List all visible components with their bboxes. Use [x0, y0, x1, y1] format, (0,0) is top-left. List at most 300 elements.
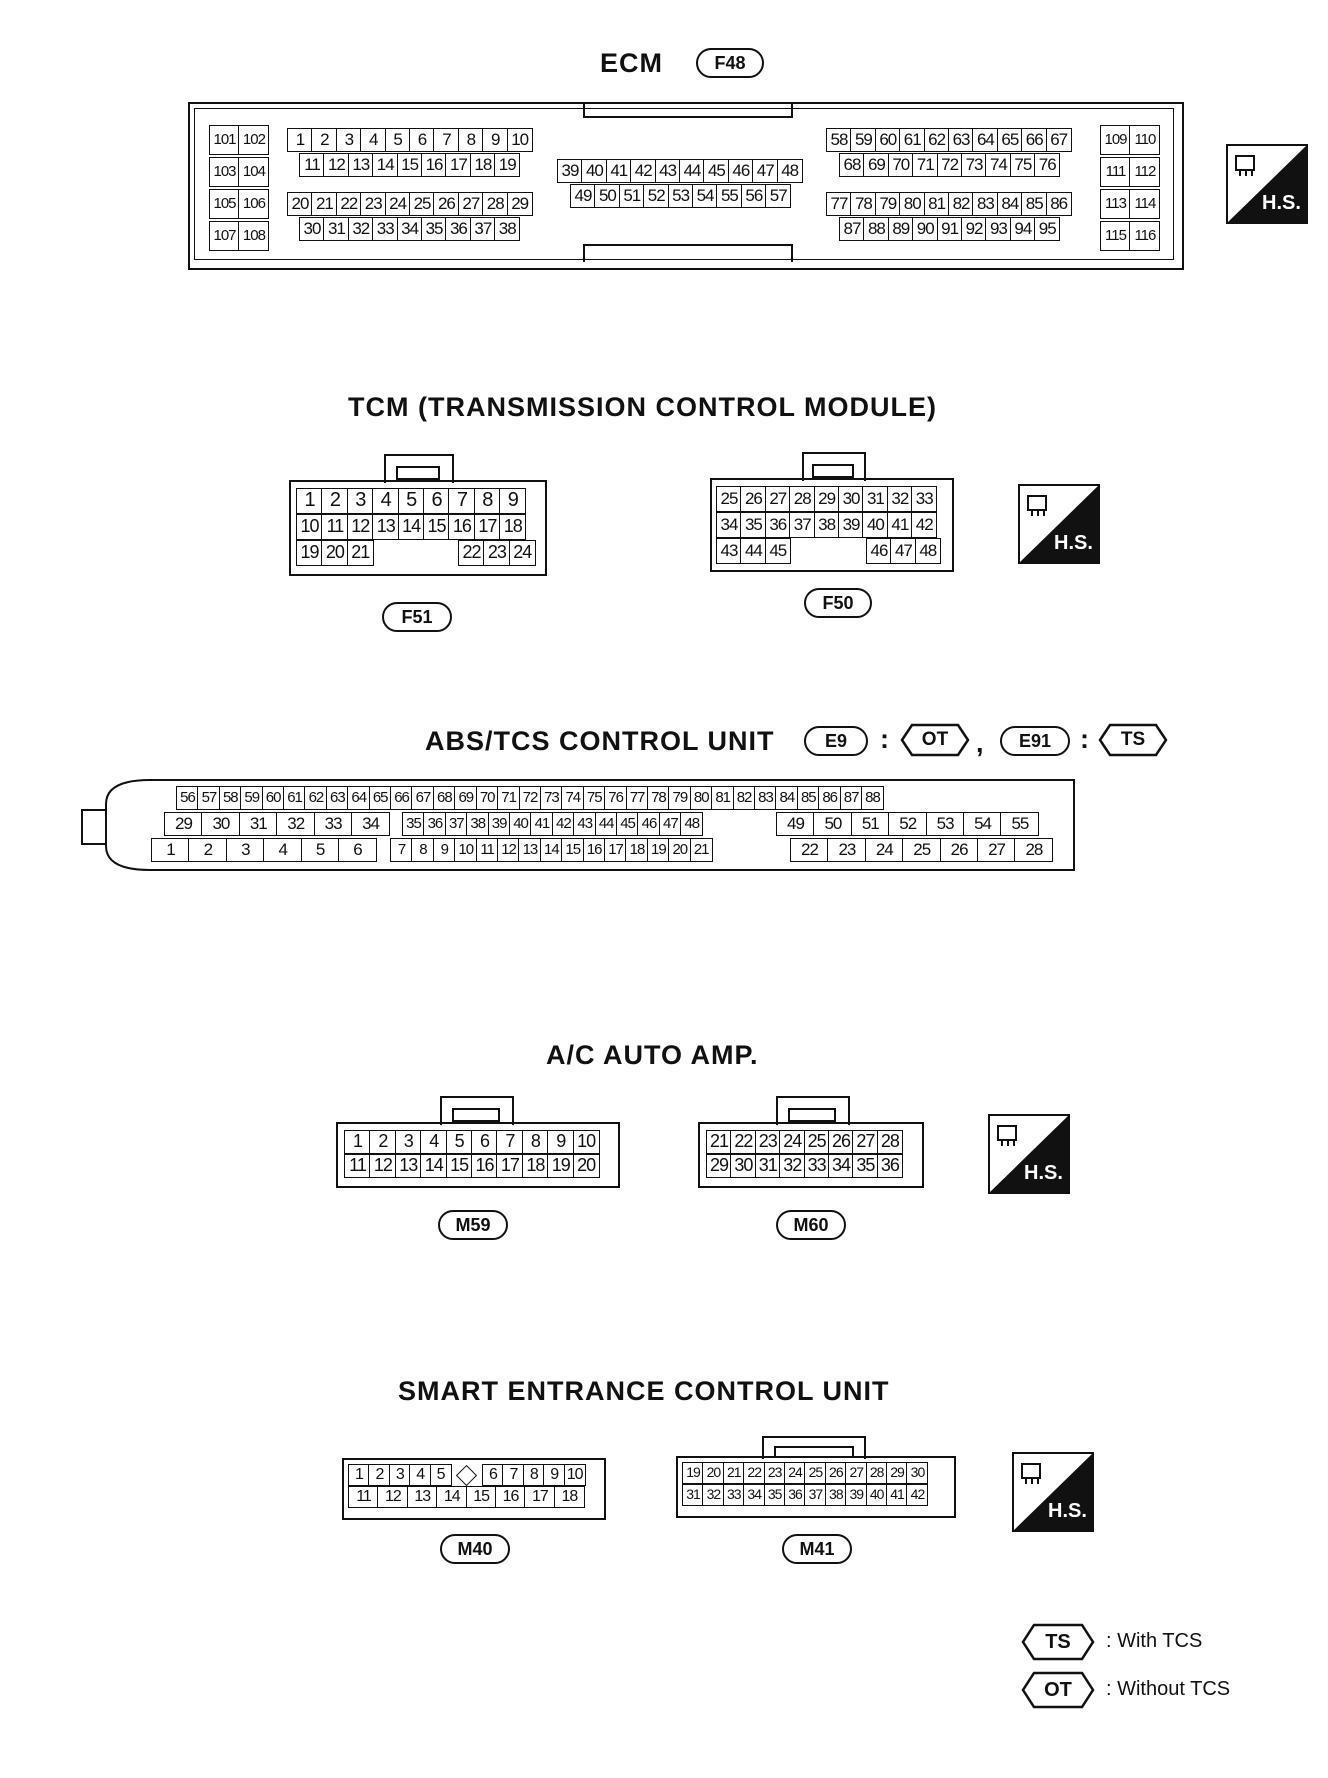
pin-cell: 29 [164, 812, 203, 836]
pin-cell: 3 [395, 1130, 422, 1154]
pin-cell: 54 [692, 184, 718, 208]
pin-cell: 36 [765, 512, 791, 538]
pin-cell: 95 [1034, 217, 1060, 241]
pin-cell: 11 [476, 838, 499, 862]
f51-connector-tag: F51 [382, 602, 452, 632]
pin-cell: 74 [561, 786, 584, 810]
pin-cell: 56 [741, 184, 767, 208]
pin-cell: 5 [385, 128, 411, 152]
abs-ot-tag: OT [921, 729, 949, 750]
m59-connector-tag: M59 [438, 1210, 508, 1240]
pin-cell: 81 [711, 786, 734, 810]
pin-cell: 40 [866, 1484, 888, 1506]
pin-cell: 73 [961, 153, 987, 177]
pin-cell: 86 [818, 786, 841, 810]
pin-cell: 4 [263, 838, 302, 862]
hs-label: H.S. [1054, 532, 1093, 554]
pin-cell: 33 [314, 812, 353, 836]
pin-cell: 2 [368, 1464, 390, 1486]
pin-row [209, 221, 269, 251]
pin-row [287, 192, 533, 216]
pin-cell: 6 [471, 1130, 498, 1154]
pin-cell: 38 [814, 512, 840, 538]
pin-cell: 8 [458, 128, 484, 152]
pin-cell: 35 [402, 812, 425, 836]
pin-cell: 108 [238, 221, 269, 251]
pin-cell: 115 [1100, 221, 1131, 251]
pin-cell: 20 [573, 1154, 600, 1178]
pin-cell: 18 [470, 153, 496, 177]
pin-cell: 46 [637, 812, 660, 836]
pin-cell: 14 [420, 1154, 447, 1178]
pin-cell: 20 [702, 1462, 724, 1484]
pin-cell: 10 [507, 128, 533, 152]
pin-row [570, 184, 791, 208]
pin-cell: 53 [668, 184, 694, 208]
pin-cell: 64 [347, 786, 370, 810]
pin-cell: 16 [471, 1154, 498, 1178]
pin-row [839, 217, 1060, 241]
pin-cell: 110 [1129, 125, 1160, 155]
pin-cell: 88 [863, 217, 889, 241]
ecm-bottom-latch [583, 244, 793, 262]
pin-cell: 4 [372, 488, 399, 514]
pin-cell: 13 [407, 1486, 438, 1508]
pin-cell: 22 [730, 1130, 756, 1154]
pin-cell: 65 [369, 786, 392, 810]
f51-latch-inner [396, 466, 440, 480]
pin-cell: 30 [299, 217, 325, 241]
pin-row [706, 1130, 903, 1154]
pin-cell: 93 [985, 217, 1011, 241]
pin-row [299, 217, 520, 241]
pin-cell: 2 [188, 838, 227, 862]
pin-cell: 9 [433, 838, 456, 862]
pin-cell: 87 [840, 786, 863, 810]
pin-row [776, 812, 1039, 836]
pin-cell: 63 [326, 786, 349, 810]
pin-cell: 44 [595, 812, 618, 836]
pin-row [348, 1486, 585, 1508]
pin-cell: 34 [351, 812, 390, 836]
pin-cell: 11 [348, 1486, 379, 1508]
legend-ts-tag: TS [1045, 1631, 1071, 1653]
pin-cell: 21 [690, 838, 713, 862]
pin-cell: 83 [972, 192, 998, 216]
pin-cell: 41 [606, 159, 632, 183]
pin-cell: 36 [877, 1154, 903, 1178]
pin-cell: 24 [779, 1130, 805, 1154]
pin-cell: 85 [797, 786, 820, 810]
m40-connector-tag: M40 [440, 1534, 510, 1564]
pin-cell: 111 [1100, 157, 1131, 187]
pin-cell: 76 [604, 786, 627, 810]
abs-title: ABS/TCS CONTROL UNIT [425, 726, 775, 756]
pin-cell: 60 [262, 786, 285, 810]
pin-cell: 31 [239, 812, 278, 836]
pin-row [682, 1462, 928, 1484]
pin-cell: 18 [625, 838, 648, 862]
pin-cell: 52 [888, 812, 927, 836]
pin-cell: 83 [754, 786, 777, 810]
pin-cell: 40 [509, 812, 532, 836]
pin-cell: 23 [755, 1130, 781, 1154]
pin-row [151, 838, 377, 862]
pin-cell: 2 [321, 488, 348, 514]
pin-cell: 62 [924, 128, 950, 152]
pin-cell: 38 [494, 217, 520, 241]
pin-cell: 39 [845, 1484, 867, 1506]
pin-cell: 20 [287, 192, 313, 216]
pin-cell: 47 [890, 538, 916, 564]
pin-cell: 79 [668, 786, 691, 810]
pin-cell: 58 [826, 128, 852, 152]
pin-cell: 26 [740, 486, 766, 512]
pin-cell: 37 [445, 812, 468, 836]
pin-cell: 30 [730, 1154, 756, 1178]
pin-cell: 29 [814, 486, 840, 512]
pin-cell: 32 [887, 486, 913, 512]
pin-cell: 64 [972, 128, 998, 152]
pin-cell: 67 [411, 786, 434, 810]
pin-cell: 36 [445, 217, 471, 241]
pin-cell: 56 [176, 786, 199, 810]
pin-cell: 16 [495, 1486, 526, 1508]
pin-row [176, 786, 884, 810]
pin-cell: 17 [445, 153, 471, 177]
ecm-title: ECM [600, 48, 663, 78]
pin-cell: 11 [321, 514, 348, 540]
f50-connector-tag: F50 [804, 588, 872, 618]
pin-cell: 25 [716, 486, 742, 512]
pin-cell: 69 [454, 786, 477, 810]
pin-cell: 52 [643, 184, 669, 208]
pin-row [209, 157, 269, 187]
pin-cell: 3 [226, 838, 265, 862]
pin-cell: 114 [1129, 189, 1160, 219]
abs-ts-tag: TS [1120, 729, 1146, 750]
pin-cell: 78 [647, 786, 670, 810]
pin-cell: 3 [336, 128, 362, 152]
pin-row [716, 538, 791, 564]
pin-cell: 45 [703, 159, 729, 183]
abs-colon-2: : [1080, 724, 1089, 754]
pin-cell: 6 [338, 838, 377, 862]
pin-cell: 20 [321, 540, 348, 566]
pin-cell: 18 [554, 1486, 585, 1508]
pin-cell: 34 [716, 512, 742, 538]
pin-cell: 7 [448, 488, 475, 514]
pin-cell: 34 [828, 1154, 854, 1178]
abs-comma: , [976, 728, 984, 758]
pin-cell: 23 [360, 192, 386, 216]
pin-row [348, 1464, 452, 1486]
pin-cell: 25 [409, 192, 435, 216]
pin-cell: 40 [862, 512, 888, 538]
pin-cell: 24 [385, 192, 411, 216]
pin-cell: 70 [888, 153, 914, 177]
pin-cell: 16 [421, 153, 447, 177]
pin-cell: 61 [899, 128, 925, 152]
pin-cell: 29 [706, 1154, 732, 1178]
pin-row [790, 838, 1053, 862]
pin-cell: 19 [547, 1154, 574, 1178]
pin-cell: 33 [911, 486, 937, 512]
pin-cell: 89 [888, 217, 914, 241]
pin-row [716, 512, 937, 538]
pin-cell: 24 [509, 540, 536, 566]
pin-cell: 17 [604, 838, 627, 862]
pin-cell: 4 [420, 1130, 447, 1154]
pin-cell: 36 [784, 1484, 806, 1506]
m41-connector-tag: M41 [782, 1534, 852, 1564]
pin-cell: 34 [743, 1484, 765, 1506]
pin-cell: 31 [323, 217, 349, 241]
pin-cell: 112 [1129, 157, 1160, 187]
pin-cell: 9 [547, 1130, 574, 1154]
pin-row [344, 1154, 600, 1178]
tcm-title: TCM (TRANSMISSION CONTROL MODULE) [348, 392, 937, 422]
pin-cell: 28 [866, 1462, 888, 1484]
pin-cell: 82 [733, 786, 756, 810]
pin-row [706, 1154, 903, 1178]
pin-cell: 23 [764, 1462, 786, 1484]
pin-cell: 23 [827, 838, 866, 862]
pin-cell: 14 [436, 1486, 467, 1508]
pin-cell: 47 [659, 812, 682, 836]
pin-cell: 17 [474, 514, 501, 540]
pin-cell: 25 [804, 1462, 826, 1484]
pin-cell: 39 [488, 812, 511, 836]
pin-row [209, 189, 269, 219]
pin-cell: 8 [411, 838, 434, 862]
pin-cell: 28 [482, 192, 508, 216]
ecm-connector-tag: F48 [696, 48, 764, 78]
pin-cell: 86 [1046, 192, 1072, 216]
pin-row [839, 153, 1060, 177]
pin-cell: 22 [458, 540, 485, 566]
pin-cell: 106 [238, 189, 269, 219]
pin-cell: 7 [433, 128, 459, 152]
legend-ot-tag: OT [1044, 1679, 1072, 1701]
pin-cell: 30 [838, 486, 864, 512]
pin-cell: 30 [201, 812, 240, 836]
legend-ot-text: : Without TCS [1106, 1678, 1231, 1700]
pin-cell: 88 [861, 786, 884, 810]
pin-cell: 11 [299, 153, 325, 177]
pin-cell: 82 [948, 192, 974, 216]
legend-ts-text: : With TCS [1106, 1630, 1203, 1652]
pin-cell: 31 [682, 1484, 704, 1506]
m60-latch-inner [788, 1108, 836, 1122]
pin-cell: 42 [630, 159, 656, 183]
pin-cell: 35 [852, 1154, 878, 1178]
pin-cell: 19 [494, 153, 520, 177]
pin-cell: 27 [458, 192, 484, 216]
pin-cell: 104 [238, 157, 269, 187]
pin-cell: 22 [743, 1462, 765, 1484]
pin-cell: 32 [348, 217, 374, 241]
pin-row [1100, 125, 1160, 155]
pin-cell: 50 [813, 812, 852, 836]
pin-row [209, 125, 269, 155]
pin-cell: 27 [852, 1130, 878, 1154]
pin-cell: 21 [723, 1462, 745, 1484]
pin-cell: 33 [372, 217, 398, 241]
pin-cell: 7 [502, 1464, 524, 1486]
pin-cell: 4 [360, 128, 386, 152]
pin-cell: 41 [530, 812, 553, 836]
pin-cell: 1 [348, 1464, 370, 1486]
pin-cell: 68 [433, 786, 456, 810]
pin-row [458, 540, 536, 566]
pin-cell: 28 [789, 486, 815, 512]
pin-cell: 70 [476, 786, 499, 810]
pin-cell: 39 [557, 159, 583, 183]
pin-cell: 109 [1100, 125, 1131, 155]
pin-cell: 21 [311, 192, 337, 216]
pin-cell: 25 [804, 1130, 830, 1154]
pin-cell: 16 [448, 514, 475, 540]
f50-latch-inner [812, 464, 854, 478]
pin-cell: 48 [777, 159, 803, 183]
abs-colon-1: : [880, 724, 889, 754]
pin-cell: 24 [865, 838, 904, 862]
pin-cell: 31 [755, 1154, 781, 1178]
abs-connector-e91: E91 [1000, 726, 1070, 756]
pin-cell: 102 [238, 125, 269, 155]
pin-row [344, 1130, 600, 1154]
pin-cell: 37 [470, 217, 496, 241]
pin-cell: 10 [573, 1130, 600, 1154]
pin-cell: 37 [804, 1484, 826, 1506]
pin-row [164, 812, 390, 836]
pin-cell: 43 [716, 538, 742, 564]
pin-row [1100, 157, 1160, 187]
pin-cell: 28 [1014, 838, 1053, 862]
pin-cell: 9 [482, 128, 508, 152]
pin-cell: 42 [906, 1484, 928, 1506]
pin-cell: 46 [866, 538, 892, 564]
pin-cell: 92 [961, 217, 987, 241]
pin-cell: 59 [240, 786, 263, 810]
pin-cell: 26 [828, 1130, 854, 1154]
pin-cell: 33 [723, 1484, 745, 1506]
pin-cell: 3 [347, 488, 374, 514]
pin-cell: 45 [616, 812, 639, 836]
pin-cell: 73 [540, 786, 563, 810]
pin-cell: 22 [790, 838, 829, 862]
pin-cell: 1 [344, 1130, 371, 1154]
pin-cell: 10 [564, 1464, 586, 1486]
pin-cell: 19 [647, 838, 670, 862]
pin-cell: 61 [283, 786, 306, 810]
pin-cell: 21 [347, 540, 374, 566]
pin-cell: 16 [583, 838, 606, 862]
pin-cell: 27 [845, 1462, 867, 1484]
pin-cell: 2 [311, 128, 337, 152]
pin-cell: 15 [561, 838, 584, 862]
pin-cell: 54 [963, 812, 1002, 836]
hs-label: H.S. [1262, 192, 1301, 214]
pin-cell: 40 [581, 159, 607, 183]
pin-cell: 47 [752, 159, 778, 183]
pin-cell: 60 [875, 128, 901, 152]
pin-cell: 105 [209, 189, 240, 219]
pin-cell: 35 [421, 217, 447, 241]
pin-cell: 8 [474, 488, 501, 514]
pin-cell: 116 [1129, 221, 1160, 251]
pin-cell: 44 [679, 159, 705, 183]
pin-cell: 71 [497, 786, 520, 810]
pin-cell: 15 [446, 1154, 473, 1178]
pin-cell: 19 [296, 540, 323, 566]
pin-cell: 6 [423, 488, 450, 514]
pin-cell: 5 [430, 1464, 452, 1486]
pin-cell: 66 [1021, 128, 1047, 152]
pin-cell: 23 [483, 540, 510, 566]
pin-cell: 75 [583, 786, 606, 810]
pin-row [299, 153, 520, 177]
pin-cell: 17 [496, 1154, 523, 1178]
pin-cell: 74 [985, 153, 1011, 177]
pin-cell: 27 [977, 838, 1016, 862]
pin-cell: 14 [372, 153, 398, 177]
hs-label: H.S. [1024, 1162, 1063, 1184]
pin-cell: 1 [296, 488, 323, 514]
pin-cell: 72 [937, 153, 963, 177]
pin-cell: 48 [915, 538, 941, 564]
pin-cell: 78 [850, 192, 876, 216]
pin-cell: 90 [912, 217, 938, 241]
pin-cell: 14 [540, 838, 563, 862]
ecm-top-latch [583, 102, 793, 118]
pin-cell: 72 [519, 786, 542, 810]
pin-cell: 18 [499, 514, 526, 540]
pin-cell: 33 [804, 1154, 830, 1178]
pin-cell: 13 [518, 838, 541, 862]
pin-cell: 35 [740, 512, 766, 538]
pin-cell: 58 [219, 786, 242, 810]
pin-row [296, 514, 526, 540]
pin-cell: 43 [655, 159, 681, 183]
pin-row [866, 538, 941, 564]
pin-cell: 13 [395, 1154, 422, 1178]
pin-cell: 57 [765, 184, 791, 208]
pin-cell: 24 [784, 1462, 806, 1484]
pin-cell: 1 [287, 128, 313, 152]
pin-cell: 8 [522, 1130, 549, 1154]
pin-cell: 37 [789, 512, 815, 538]
pin-cell: 51 [619, 184, 645, 208]
pin-cell: 29 [886, 1462, 908, 1484]
pin-cell: 55 [1000, 812, 1039, 836]
pin-cell: 10 [454, 838, 477, 862]
pin-cell: 26 [825, 1462, 847, 1484]
pin-cell: 65 [997, 128, 1023, 152]
pin-cell: 42 [911, 512, 937, 538]
pin-cell: 12 [369, 1154, 396, 1178]
pin-cell: 87 [839, 217, 865, 241]
pin-row [390, 838, 713, 862]
pin-cell: 75 [1010, 153, 1036, 177]
pin-cell: 21 [706, 1130, 732, 1154]
pin-cell: 29 [507, 192, 533, 216]
pin-cell: 17 [524, 1486, 555, 1508]
pin-cell: 13 [372, 514, 399, 540]
pin-cell: 103 [209, 157, 240, 187]
pin-cell: 8 [523, 1464, 545, 1486]
